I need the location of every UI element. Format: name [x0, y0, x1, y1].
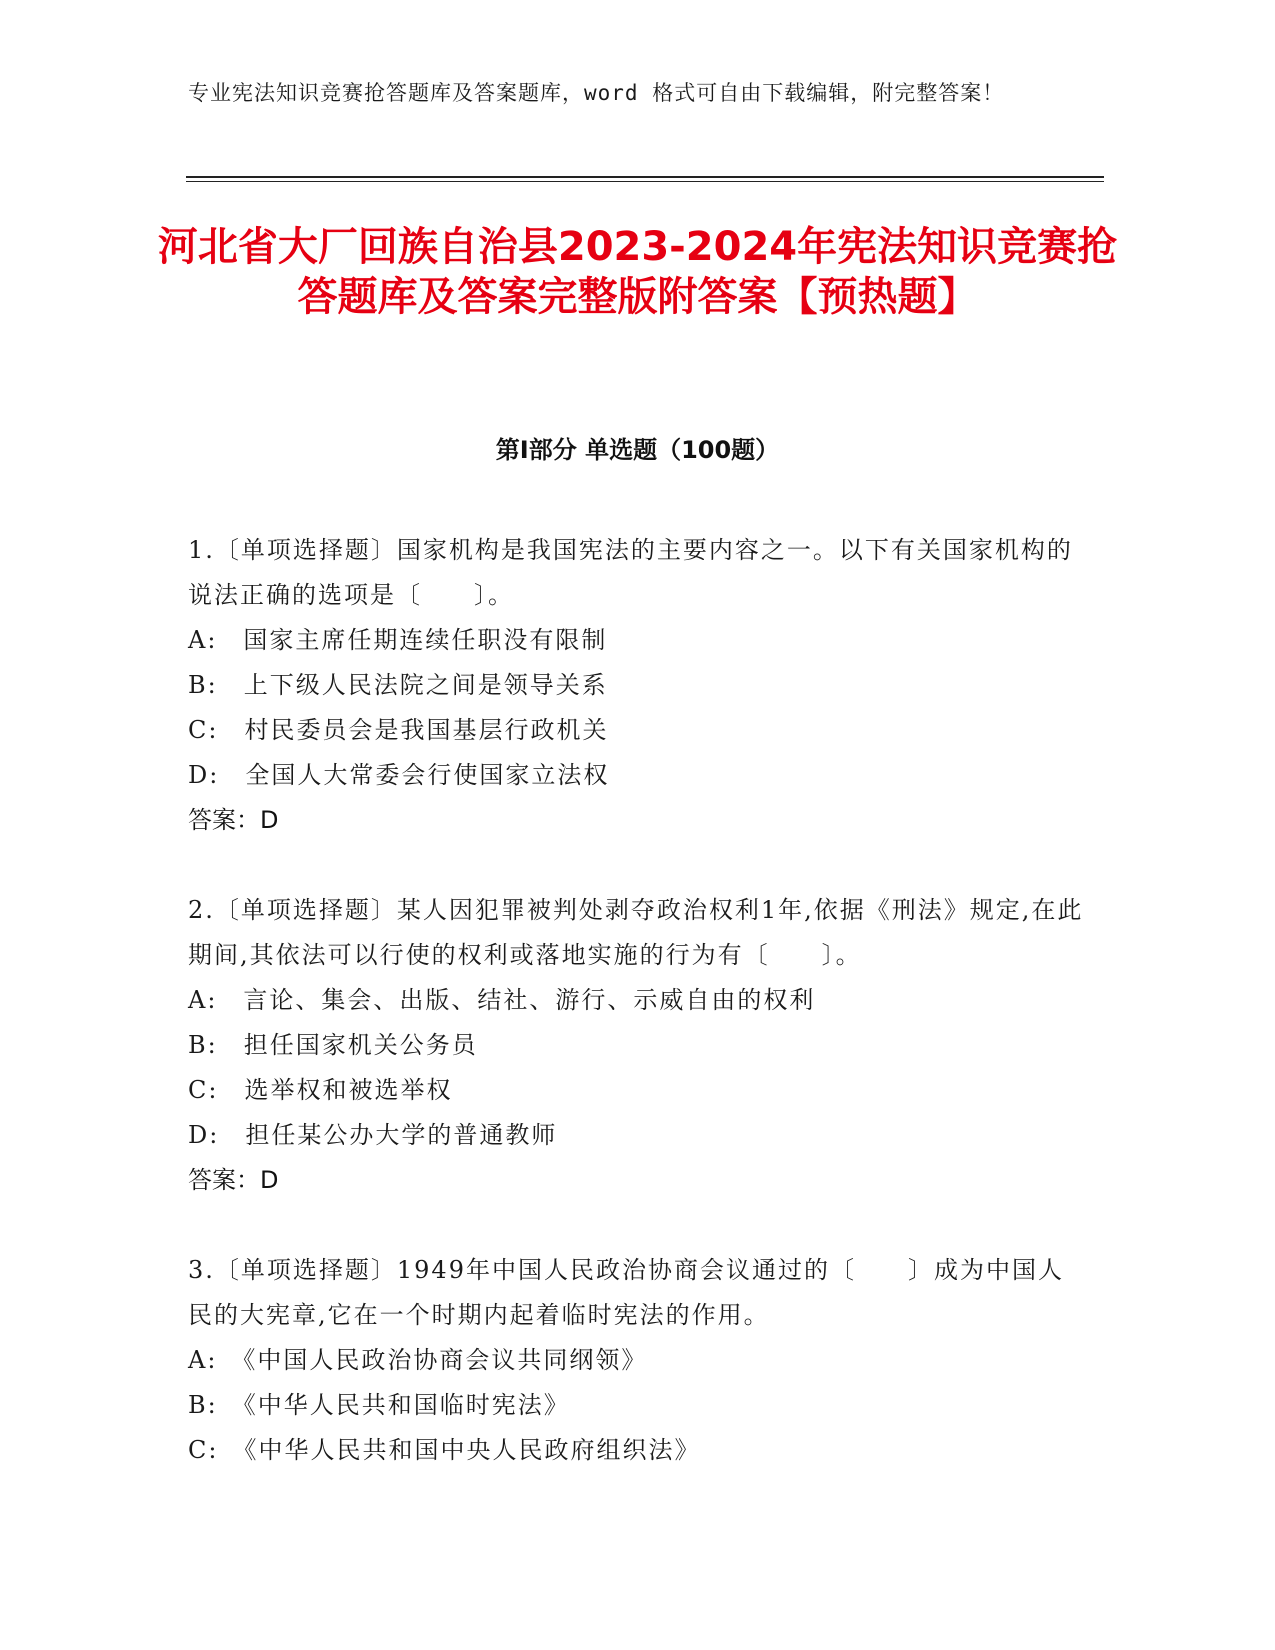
document-title: 河北省大厂回族自治县2023-2024年宪法知识竞赛抢答题库及答案完整版附答案【预热题】: [157, 224, 1118, 320]
option-c: C: 村民委员会是我国基层行政机关: [188, 716, 609, 744]
question-stem: 2.〔单项选择题〕某人因犯罪被判处剥夺政治权利1年,依据《刑法》规定,在此期间,其依法可以行使的权利或落地实施的行为有〔 〕。: [188, 896, 1084, 969]
option-b: B: 担任国家机关公务员: [188, 1031, 478, 1059]
header-divider-thick: [186, 176, 1104, 178]
option-b: B: 《中华人民共和国临时宪法》: [188, 1391, 570, 1419]
option-a: A: 国家主席任期连续任职没有限制: [188, 626, 608, 654]
option-d: D: 全国人大常委会行使国家立法权: [188, 761, 610, 789]
answer: 答案：D: [188, 1166, 279, 1194]
option-b: B: 上下级人民法院之间是领导关系: [188, 671, 608, 699]
answer: 答案：D: [188, 806, 279, 834]
header-note: 专业宪法知识竞赛抢答题库及答案题库，word 格式可自由下载编辑，附完整答案！: [188, 81, 1005, 105]
question-list: [188, 528, 1088, 1518]
question-stem: 1.〔单项选择题〕国家机构是我国宪法的主要内容之一。以下有关国家机构的说法正确的选项是〔 〕。: [188, 536, 1073, 609]
option-c: C: 《中华人民共和国中央人民政府组织法》: [188, 1436, 701, 1464]
question-stem: 3.〔单项选择题〕1949年中国人民政治协商会议通过的〔 〕成为中国人民的大宪章,它在一个时期内起着临时宪法的作用。: [188, 1256, 1064, 1329]
option-d: D: 担任某公办大学的普通教师: [188, 1121, 558, 1149]
option-a: A: 《中国人民政治协商会议共同纲领》: [188, 1346, 648, 1374]
question-2: [188, 888, 1088, 1203]
header-divider-thin: [186, 181, 1104, 182]
option-c: C: 选举权和被选举权: [188, 1076, 453, 1104]
question-3: [188, 1248, 1088, 1473]
option-a: A: 言论、集会、出版、结社、游行、示威自由的权利: [188, 986, 816, 1014]
question-1: [188, 528, 1088, 843]
section-heading: 第Ⅰ部分 单选题（100题）: [495, 436, 780, 464]
